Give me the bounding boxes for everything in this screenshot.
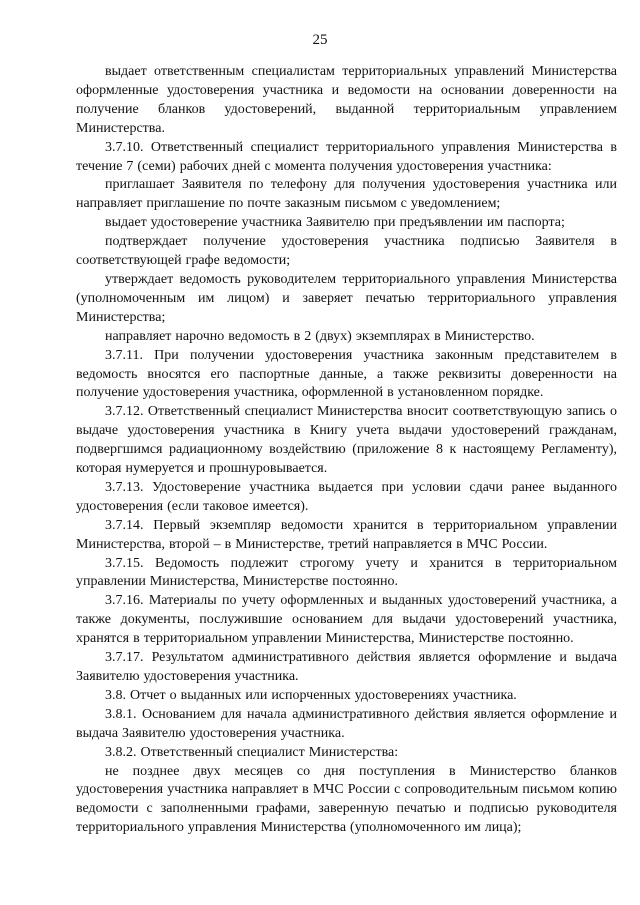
document-body	[76, 63, 617, 838]
paragraph: 3.7.12. Ответственный специалист Министерства вносит соответствующую запись о выдаче удостоверения участника в Книгу учета выдачи удостоверений гражданам, подвергшимся радиационному воздействию (приложение 8 к настоящему Регламенту), которая нумеруется и прошнуровывается.	[76, 404, 617, 477]
paragraph: 3.7.14. Первый экземпляр ведомости хранится в территориальном управлении Министерства, второй – в Министерстве, третий направляется в МЧС России.	[76, 517, 617, 552]
paragraph: приглашает Заявителя по телефону для получения удостоверения участника или направляет приглашение по почте заказным письмом с уведомлением;	[76, 177, 617, 212]
paragraph: 3.8.2. Ответственный специалист Министерства:	[105, 744, 399, 760]
paragraph: не позднее двух месяцев со дня поступления в Министерство бланков удостоверения участника направляет в МЧС России с сопроводительным письмом копию ведомости с заполненными графами, заверенную печатью и подписью руководителя территориального управления Министерства (уполномоченного им лица);	[76, 763, 617, 836]
paragraph: 3.7.17. Результатом административного действия является оформление и выдача Заявителю удостоверения участника.	[76, 650, 617, 684]
paragraph: 3.8.1. Основанием для начала административного действия является оформление и выдача Заявителю удостоверения участника.	[76, 706, 617, 741]
paragraph: 3.7.16. Материалы по учету оформленных и выданных удостоверений участника, а также документы, послужившие основанием для выдачи удостоверений участника, хранятся в территориальном управлении Министерства, Министерстве постоянно.	[76, 593, 617, 647]
paragraph: выдает ответственным специалистам территориальных управлений Министерства оформленные удостоверения участника и ведомости на основании доверенности на получение бланков удостоверений, выданной территориальным управлением Министерства.	[76, 64, 617, 136]
paragraph: утверждает ведомость руководителем территориального управления Министерства (уполномоченным им лицом) и заверяет печатью территориального управления Министерства;	[76, 271, 617, 325]
paragraph: 3.7.11. При получении удостоверения участника законным представителем в ведомость вносятся его паспортные данные, а также реквизиты доверенности на получение удостоверения участника, оформленной в установленном порядке.	[76, 347, 617, 401]
paragraph: 3.8. Отчет о выданных или испорченных удостоверениях участника.	[105, 687, 517, 703]
paragraph: 3.7.10. Ответственный специалист территориального управления Министерства в течение 7 (семи) рабочих дней с момента получения удостоверения участника:	[76, 139, 617, 174]
paragraph: 3.7.15. Ведомость подлежит строгому учету и хранится в территориальном управлении Министерства, Министерстве постоянно.	[76, 555, 617, 590]
paragraph: 3.7.13. Удостоверение участника выдается при условии сдачи ранее выданного удостоверения (если таковое имеется).	[76, 479, 617, 514]
page-number: 25	[312, 32, 328, 48]
paragraph: направляет нарочно ведомость в 2 (двух) экземплярах в Министерство.	[105, 328, 535, 344]
paragraph: выдает удостоверение участника Заявителю при предъявлении им паспорта;	[105, 215, 565, 231]
paragraph: подтверждает получение удостоверения участника подписью Заявителя в соответствующей графе ведомости;	[76, 234, 617, 269]
